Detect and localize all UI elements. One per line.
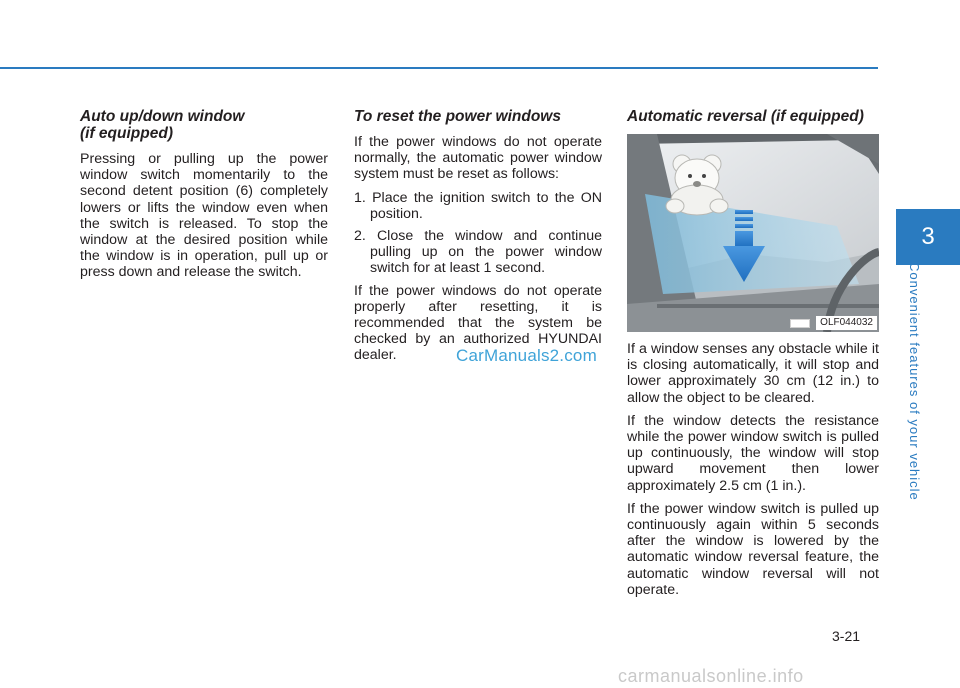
figure-code: OLF044032 bbox=[816, 316, 877, 330]
chapter-tab bbox=[896, 209, 960, 265]
header-rule bbox=[0, 67, 878, 69]
chapter-title: Convenient features of your vehicle bbox=[907, 262, 922, 501]
list-item-step-1: 1. Place the ignition switch to the ON position. bbox=[354, 189, 602, 222]
figure-marker bbox=[790, 319, 810, 328]
figure-window-obstacle bbox=[627, 134, 879, 332]
paragraph: If the power windows do not operate properly after resetting, it is recommended that the system be checked by an authorized HYUNDAI dealer. bbox=[354, 282, 602, 364]
chapter-number: 3 bbox=[921, 223, 935, 250]
column-auto-up-down bbox=[80, 108, 328, 288]
section-heading-auto-up-down: Auto up/down window (if equipped) bbox=[80, 108, 245, 142]
section-heading-automatic-reversal: Automatic reversal (if equipped) bbox=[627, 108, 864, 125]
paragraph: If the window detects the resistance while the power window switch is pulled up continuously, the window will stop upward movement then lower approximately 2.5 cm (1 in.). bbox=[627, 412, 879, 494]
section-heading-reset: To reset the power windows bbox=[354, 108, 561, 125]
column-automatic-reversal bbox=[627, 108, 879, 605]
footer-watermark: carmanualsonline.info bbox=[618, 666, 804, 686]
paragraph: If the power window switch is pulled up continuously again within 5 seconds after the window is lowered by the automatic window reversal feature, the automatic window reversal will not operate. bbox=[627, 500, 879, 598]
watermark-carmanuals2: CarManuals2.com bbox=[456, 346, 597, 365]
list-item-step-2: 2. Close the window and continue pulling up on the power window switch for at least 1 second. bbox=[354, 228, 602, 277]
paragraph: If a window senses any obstacle while it is closing automatically, it will stop and lower approximately 30 cm (12 in.) to allow the object to be cleared. bbox=[627, 341, 879, 406]
page-number: 3-21 bbox=[832, 628, 861, 644]
paragraph: Pressing or pulling up the power window switch momentarily to the second detent position (6) completely lowers or lifts the window even when the switch is released. To stop the window at the desired position while the window is in operation, pull up or press down and release the switch. bbox=[80, 151, 328, 281]
column-reset-power-windows bbox=[354, 108, 602, 371]
paragraph: If the power windows do not operate normally, the automatic power window system must be reset as follows: bbox=[354, 134, 602, 183]
figure-illustration bbox=[627, 134, 879, 332]
